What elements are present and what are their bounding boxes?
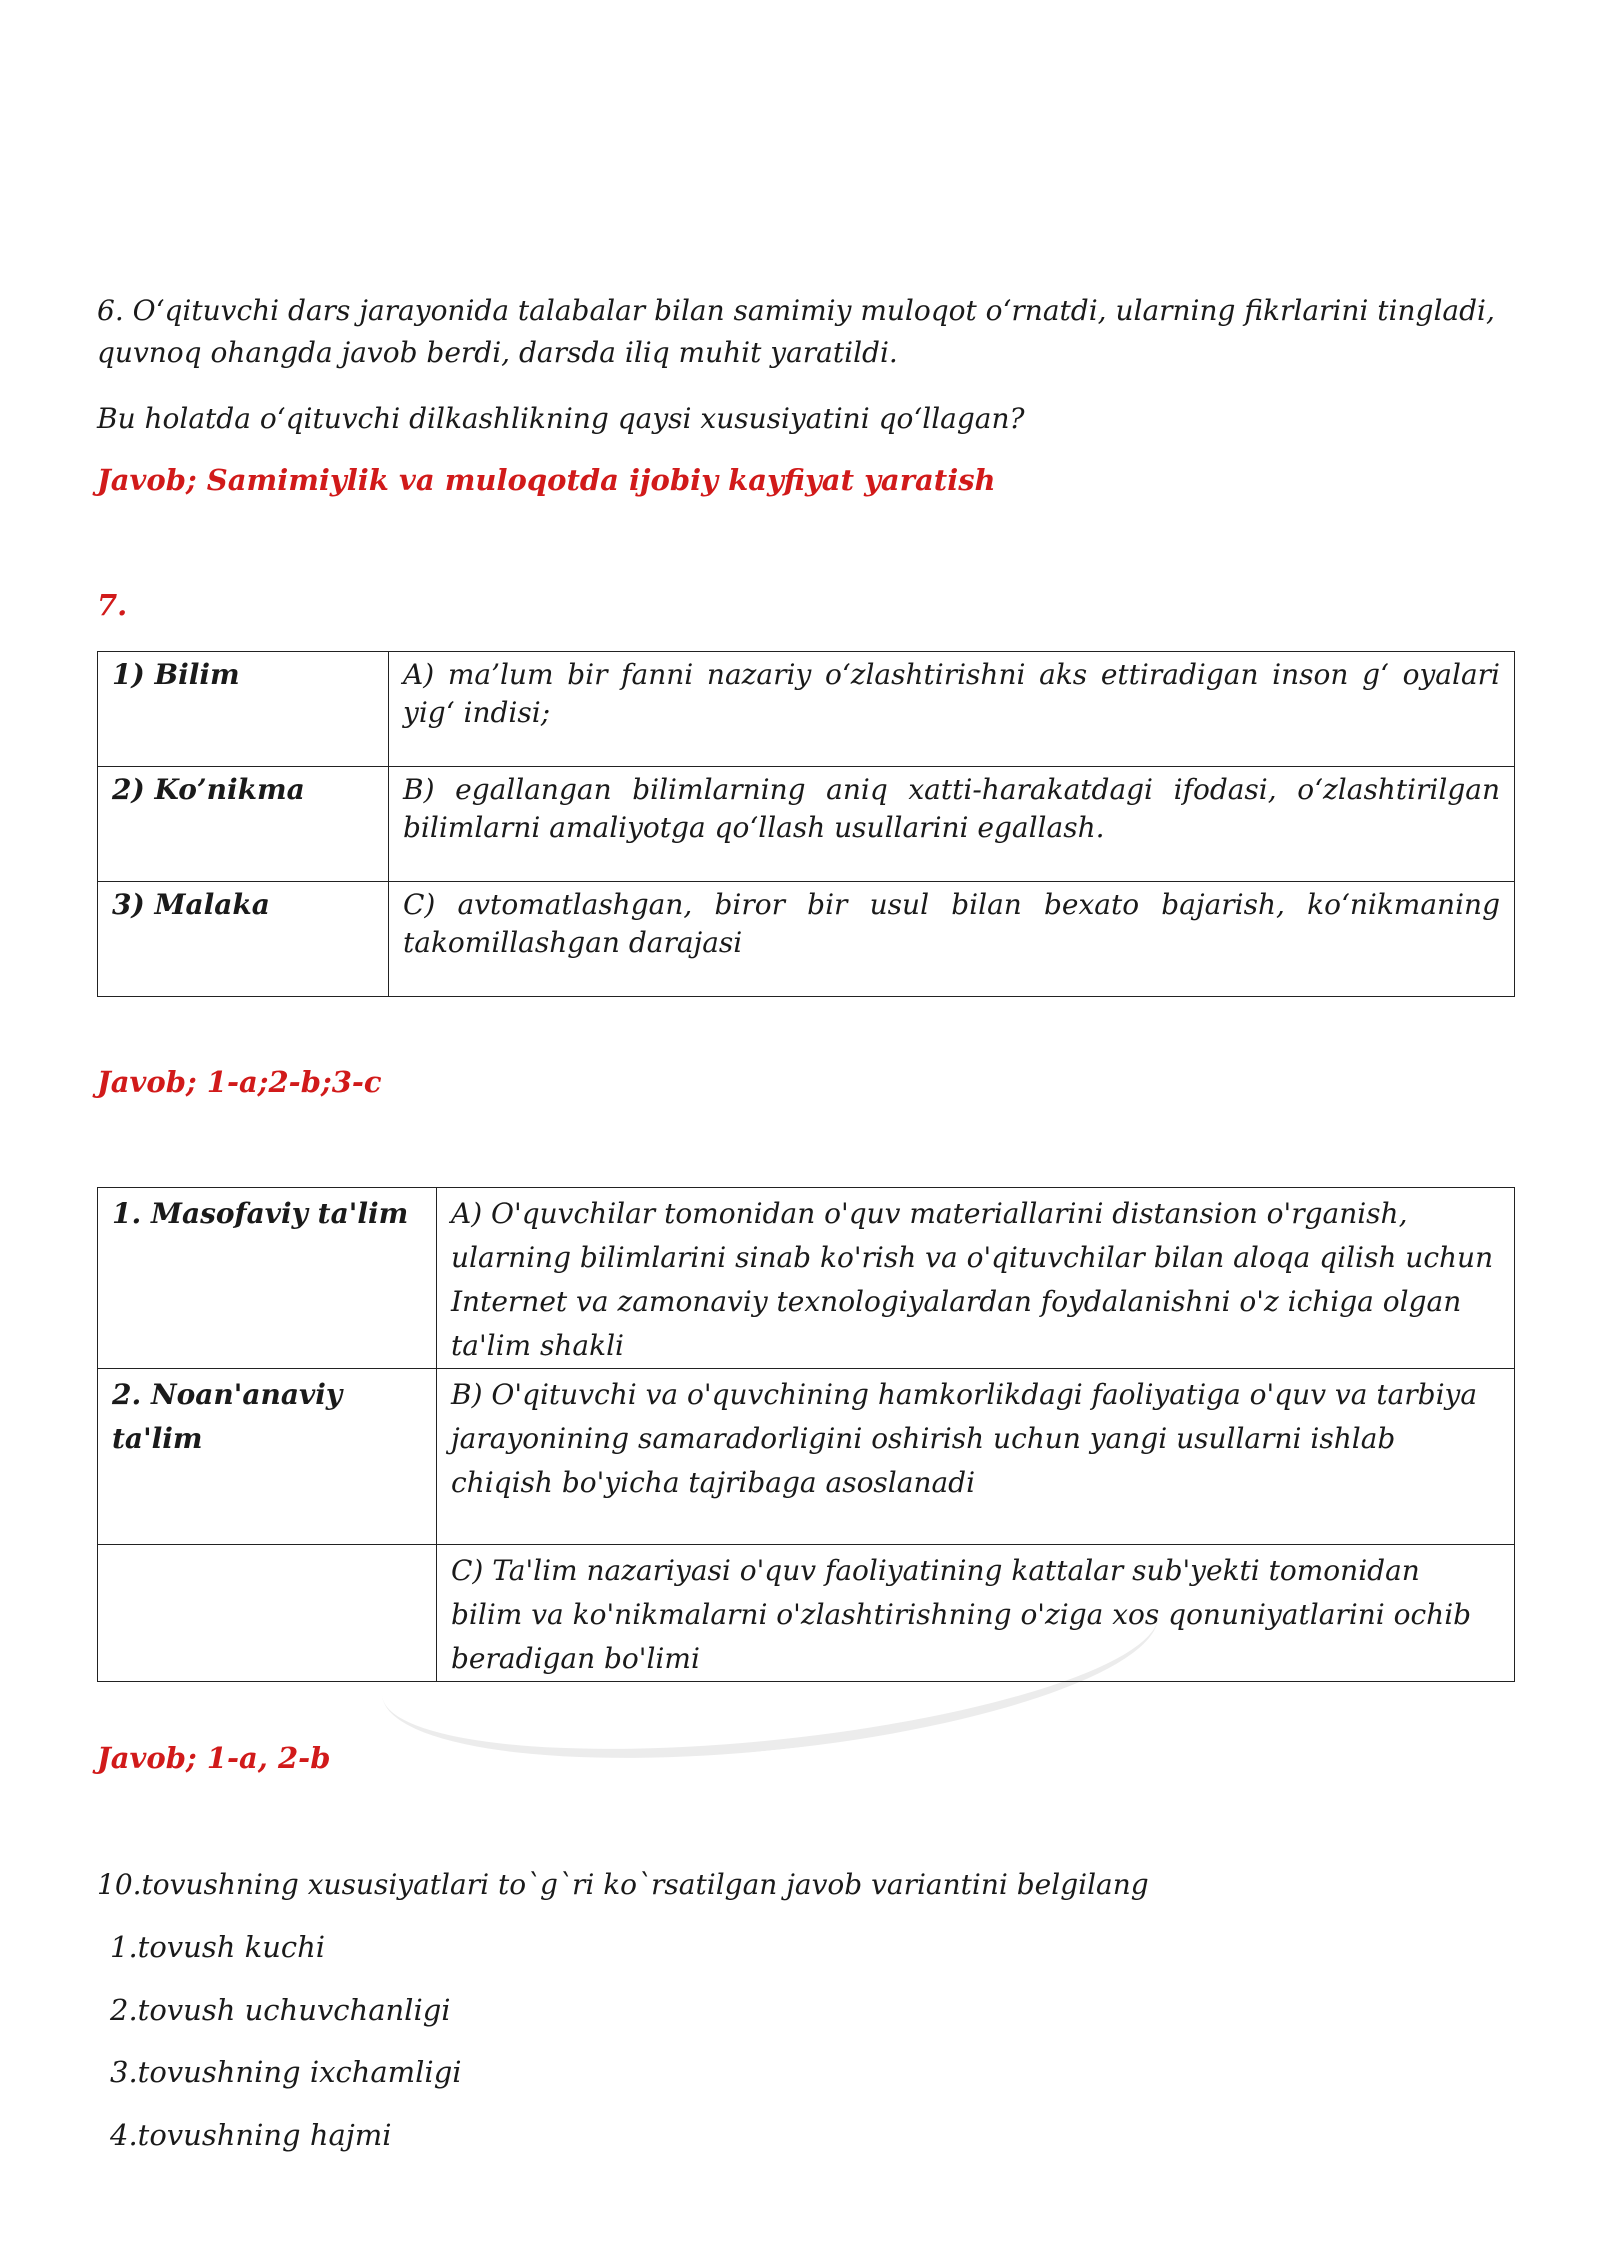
q8-answer: Javob; 1-a, 2-b	[97, 1741, 331, 1775]
table-row	[98, 1369, 1515, 1545]
table-row	[98, 882, 1515, 997]
q6-answer: Javob; Samimiylik va muloqotda ijobiy kayfiyat yaratish	[97, 463, 996, 497]
term-cell: 1. Masofaviy ta'lim	[98, 1188, 437, 1369]
q7-number: 7.	[97, 588, 128, 622]
q6-question: Bu holatda o‘qituvchi dilkashlikning qaysi xususiyatini qo‘llagan?	[97, 402, 1025, 435]
q6-text: 6. O‘qituvchi dars jarayonida talabalar bilan samimiy muloqot o‘rnatdi, ularning fikrlarini tingladi, quvnoq ohangda javob berdi, darsda iliq muhit yaratildi.	[97, 294, 1495, 369]
table-row	[98, 652, 1515, 767]
term-cell: 2. Noan'anaviy ta'lim	[98, 1369, 437, 1545]
table-row	[98, 1545, 1515, 1682]
definition-cell: C) Ta'lim nazariyasi o'quv faoliyatining kattalar sub'yekti tomonidan bilim va ko'nikmalarni o'zlashtirishning o'ziga xos qonuniyatlarini ochib beradigan bo'limi	[437, 1545, 1515, 1682]
q7-table	[97, 651, 1515, 997]
q10-option: 2.tovush uchuvchanligi	[110, 1993, 451, 2027]
term-cell	[98, 1545, 437, 1682]
definition-cell: A) ma’lum bir fanni nazariy o‘zlashtirishni aks ettiradigan inson g‘ oyalari yig‘ indisi;	[389, 652, 1515, 767]
table-row	[98, 1188, 1515, 1369]
term-cell: 1) Bilim	[98, 652, 389, 767]
definition-cell: B) O'qituvchi va o'quvchining hamkorlikdagi faoliyatiga o'quv va tarbiya jarayonining samaradorligini oshirish uchun yangi usullarni ishlab chiqish bo'yicha tajribaga asoslanadi	[437, 1369, 1515, 1545]
definition-cell: B) egallangan bilimlarning aniq xatti-harakatdagi ifodasi, o‘zlashtirilgan bilimlarni amaliyotga qo‘llash usullarini egallash.	[389, 767, 1515, 882]
q8-table	[97, 1187, 1515, 1682]
q7-answer: Javob; 1-a;2-b;3-c	[97, 1065, 382, 1099]
q10-option: 3.tovushning ixchamligi	[110, 2055, 462, 2089]
q10-question: 10.tovushning xususiyatlari to`g`ri ko`rsatilgan javob variantini belgilang	[97, 1868, 1149, 1901]
definition-cell: A) O'quvchilar tomonidan o'quv materiallarini distansion o'rganish, ularning bilimlarini sinab ko'rish va o'qituvchilar bilan aloqa qilish uchun Internet va zamonaviy texnologiyalardan foydalanishni o'z ichiga olgan ta'lim shakli	[437, 1188, 1515, 1369]
definition-cell: C) avtomatlashgan, biror bir usul bilan bexato bajarish, ko‘nikmaning takomillashgan darajasi	[389, 882, 1515, 997]
q10-option: 4.tovushning hajmi	[110, 2118, 392, 2152]
term-cell: 2) Ko’nikma	[98, 767, 389, 882]
table-row	[98, 767, 1515, 882]
q10-option: 1.tovush kuchi	[110, 1930, 326, 1964]
term-cell: 3) Malaka	[98, 882, 389, 997]
